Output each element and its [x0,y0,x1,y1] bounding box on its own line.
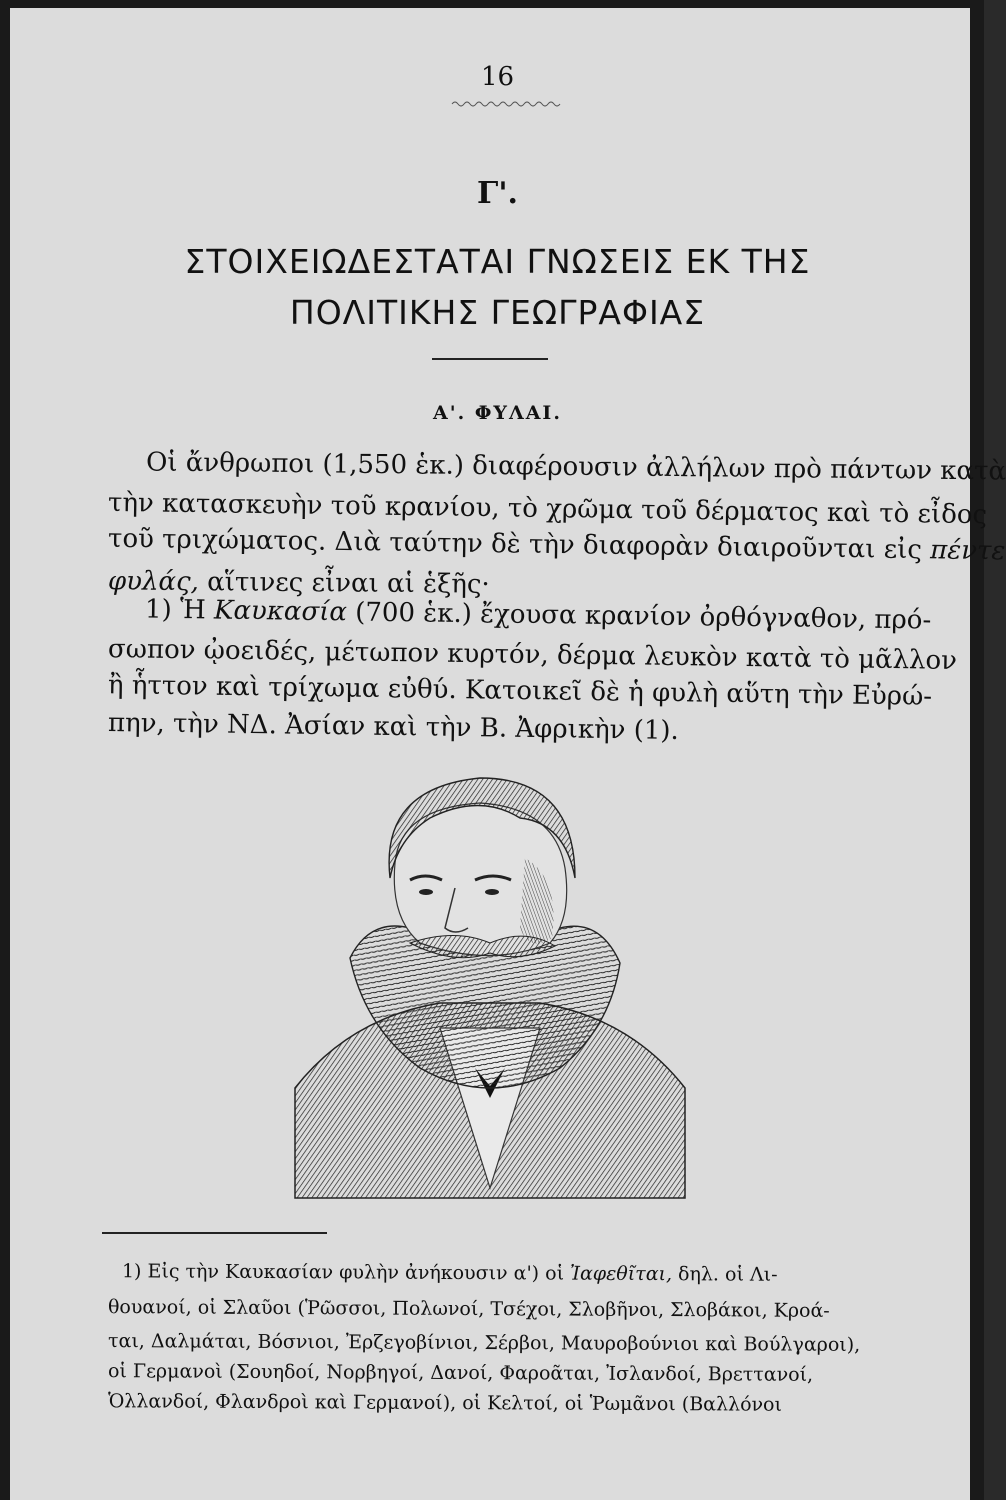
page-number: 16 [480,62,515,92]
paragraph1-line1: Οἱ ἄνθρωποι (1,550 ἑκ.) διαφέρουσιν ἀλλήλων πρὸ πάντων κατὰ [145,447,1006,487]
footnote-line2: θουανοί, οἱ Σλαῦοι (Ῥῶσσοι, Πολωνοί, Τσέχοι, Σλοβῆνοι, Σλοβάκοι, Κροά- [107,1296,830,1322]
paragraph2-line4: πην, τὴν ΝΔ. Ἀσίαν καὶ τὴν Β. Ἀφρικὴν (1). [107,708,680,746]
paragraph2-line2: σωπον ᾠοειδές, μέτωπον κυρτόν, δέρμα λευκὸν κατὰ τὸ μᾶλλον [107,634,958,676]
emphasis-kaukasia: Καυκασία [213,595,348,628]
wavy-rule [452,100,564,108]
footnote-divider [102,1232,327,1234]
emphasis-fylas: φυλάς, [107,566,200,598]
section-letter: Γ'. [477,176,518,211]
book-spine [984,0,1006,1500]
paragraph1-line2: τὴν κατασκευὴν τοῦ κρανίου, τὸ χρῶμα τοῦ δέρματος καὶ τὸ εἶδος [107,487,988,531]
paragraph1-line4: φυλάς, αἵτινες εἶναι αἱ ἑξῆς· [107,566,490,600]
chapter-title-line2: ΠΟΛΙΤΙΚΗΣ ΓΕΩΓΡΑΦΙΑΣ [289,293,706,332]
title-divider [432,358,548,360]
footnote-line3: ται, Δαλμάται, Βόσνιοι, Ἐρζεγοβίνιοι, Σέρβοι, Μαυροβούνιοι καὶ Βούλγαροι), [107,1330,861,1356]
portrait-engraving [290,768,690,1198]
chapter-title-line1: ΣΤΟΙΧΕΙΩΔΕΣΤΑΤΑΙ ΓΝΩΣΕΙΣ ΕΚ ΤΗΣ [184,242,811,281]
emphasis-pente: πέντε [929,535,1006,567]
paragraph1-line3: τοῦ τριχώματος. Διὰ ταύτην δὲ τὴν διαφορὰν διαιροῦνται εἰς πέντε [107,523,1006,567]
paragraph2-line3: ἢ ἧττον καὶ τρίχωμα εὐθύ. Κατοικεῖ δὲ ἡ φυλὴ αὕτη τὴν Εὐρώ- [107,670,933,712]
footnote-line1: 1) Εἰς τὴν Καυκασίαν φυλὴν ἀνήκουσιν α') οἱ Ἰαφεθῖται, δηλ. οἱ Λι- [121,1260,778,1286]
subheading: Α'. ΦΥΛΑΙ. [433,402,562,424]
emphasis-iafethitai: Ἰαφεθῖται, [570,1262,673,1286]
paragraph2-line1: 1) Ἡ Καυκασία (700 ἑκ.) ἔχουσα κρανίον ὀρθόγναθον, πρό- [144,594,932,636]
footnote-line5: Ὁλλανδοί, Φλανδροὶ καὶ Γερμανοί), οἱ Κελτοί, οἱ Ῥωμᾶνοι (Βαλλόνοι [107,1390,783,1416]
footnote-line4: οἱ Γερμανοὶ (Σουηδοί, Νορβηγοί, Δανοί, Φαροᾶται, Ἰσλανδοί, Βρεττανοί, [107,1360,814,1386]
